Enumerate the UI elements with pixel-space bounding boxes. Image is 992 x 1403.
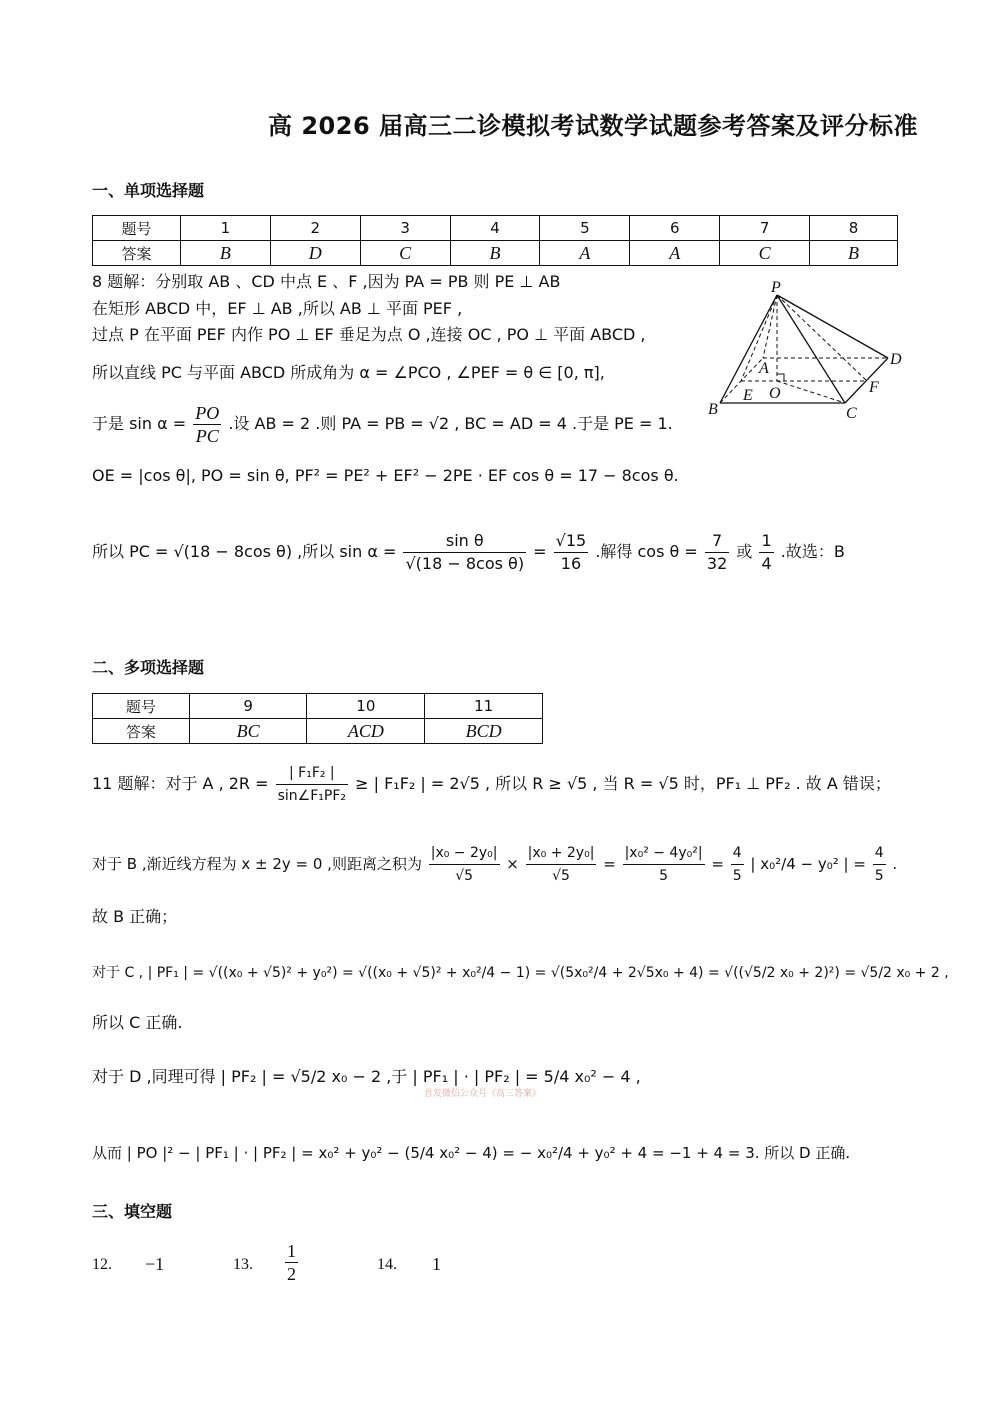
edge-pa-hidden [763, 295, 777, 358]
table-header-label: 题号 [93, 216, 181, 241]
q8-line-5-suffix: .设 AB = 2 .则 PA = PB = √2 , BC = AD = 4 .于是 PE = 1. [228, 414, 673, 433]
q11-b-end: . [892, 855, 898, 873]
fraction-numerator: |x₀ + 2y₀| [526, 842, 597, 865]
table-cell-number: 8 [810, 216, 898, 241]
table-header-label: 答案 [93, 241, 181, 266]
table-header-label: 题号 [93, 694, 190, 719]
q8-line-7-prefix: 所以 PC = √(18 − 8cos θ) ,所以 sin α = [92, 542, 397, 561]
po-over-pc-fraction [193, 402, 221, 447]
table-row-numbers [93, 216, 898, 241]
result-four-fifths-fraction [873, 842, 886, 887]
q11-a-suffix: ≥ | F₁F₂ | = 2√5 , 所以 R ≥ √5 , 当 R = √5 时，PF₁ ⊥ PF₂ . 故 A 错误； [355, 774, 891, 793]
table-cell-answer: A [630, 241, 720, 266]
fraction-numerator: | F₁F₂ | [276, 762, 348, 785]
vertex-label-c: C [846, 405, 857, 422]
q11-option-c: 对于 C , | PF₁ | = √((x₀ + √5)² + y₀²) = √((x₀ + √5)² + x₀²/4 − 1) = √(5x₀²/4 + 2√5x₀ + 4) = √((√5/2 x₀ + 2)²) = √5/2 x₀ + 2 , [92, 965, 949, 981]
fraction-numerator: 1 [759, 530, 773, 553]
two-r-fraction [276, 762, 348, 807]
fraction-denominator: PC [195, 426, 219, 446]
table-cell-answer: C [720, 241, 810, 266]
right-angle-mark [777, 374, 784, 381]
q8-line-4: 所以直线 PC 与平面 ABCD 所成角为 α = ∠PCO , ∠PEF = θ ∈ [0, π], [92, 363, 605, 382]
table-cell-answer: BC [189, 719, 307, 744]
q11-option-b [92, 842, 897, 887]
table-cell-answer: ACD [307, 719, 425, 744]
or-text: 或 [736, 542, 753, 561]
table-header-label: 答案 [93, 719, 190, 744]
vertex-label-p: P [771, 280, 781, 296]
fraction-numerator: sin θ [403, 530, 526, 553]
fraction-denominator: 5 [732, 868, 742, 884]
fraction-denominator: √5 [455, 868, 474, 884]
q11-a-prefix: 11 题解：对于 A , 2R = [92, 774, 269, 793]
table-cell-number: 1 [180, 216, 270, 241]
point-label-f: F [869, 379, 879, 396]
single-choice-answer-table [92, 215, 898, 266]
four-fifths-fraction [731, 842, 744, 887]
sqrt15-over-16-fraction [554, 530, 589, 575]
q8-line-5 [92, 402, 673, 447]
fraction-denominator: 16 [560, 554, 582, 573]
q12-answer: −1 [145, 1254, 165, 1274]
fraction-denominator: 2 [287, 1264, 296, 1284]
q11-option-a [92, 762, 891, 807]
q11-c-conclusion: 所以 C 正确. [92, 1013, 183, 1032]
pyramid-figure [700, 280, 910, 425]
distance-fraction-1 [429, 842, 500, 887]
table-cell-answer: B [810, 241, 898, 266]
table-cell-number: 5 [540, 216, 630, 241]
section-heading-multi-choice: 二、多项选择题 [92, 658, 205, 677]
equals-sign: = [603, 855, 616, 873]
multi-choice-answer-table [92, 693, 543, 744]
q8-line-7 [92, 530, 845, 575]
q11-d-conclusion: 从而 | PO |² − | PF₁ | · | PF₂ | = x₀² + y₀² − (5/4 x₀² − 4) = − x₀²/4 + y₀² + 4 = −1 + 4 = 3. 所以 D 正确. [92, 1144, 851, 1162]
table-row-numbers [93, 694, 543, 719]
times-sign: × [506, 855, 519, 873]
fraction-denominator: 5 [659, 868, 669, 884]
table-cell-number: 2 [270, 216, 360, 241]
fraction-numerator: 4 [873, 842, 886, 865]
table-row-answers [93, 719, 543, 744]
fraction-numerator: 1 [287, 1241, 296, 1261]
fraction-denominator: sin∠F₁PF₂ [277, 788, 347, 804]
table-cell-answer: BCD [425, 719, 543, 744]
table-cell-number: 11 [425, 694, 543, 719]
table-cell-answer: C [360, 241, 450, 266]
one-over-four-fraction [759, 530, 773, 575]
fraction-numerator: |x₀ − 2y₀| [429, 842, 500, 865]
seven-over-32-fraction [705, 530, 729, 575]
table-cell-answer: B [180, 241, 270, 266]
distance-fraction-2 [526, 842, 597, 887]
product-fraction [623, 842, 705, 887]
equals-sign: = [533, 542, 547, 561]
segment-oc-hidden [777, 381, 845, 403]
q14-label: 14. [377, 1256, 397, 1273]
table-row-answers [93, 241, 898, 266]
q8-line-7-end: .故选：B [780, 542, 845, 561]
q8-line-6: OE = |cos θ|, PO = sin θ, PF² = PE² + EF² − 2PE · EF cos θ = 17 − 8cos θ. [92, 466, 679, 485]
q8-line-2: 在矩形 ABCD 中，EF ⊥ AB ,所以 AB ⊥ 平面 PEF , [92, 299, 463, 318]
point-label-e: E [743, 387, 753, 404]
table-cell-number: 6 [630, 216, 720, 241]
q11-b-conclusion: 故 B 正确； [92, 907, 178, 926]
absolute-value-expression: | x₀²/4 − y₀² | [750, 855, 849, 873]
q14-answer: 1 [432, 1254, 441, 1274]
q8-line-3: 过点 P 在平面 PEF 内作 PO ⊥ EF 垂足为点 O ,连接 OC , PO ⊥ 平面 ABCD , [92, 325, 646, 344]
fraction-denominator: 32 [706, 554, 728, 573]
table-cell-answer: A [540, 241, 630, 266]
fraction-numerator: PO [195, 403, 220, 423]
vertex-label-b: B [708, 401, 718, 418]
edge-pc [777, 295, 845, 403]
point-label-o: O [769, 385, 781, 402]
one-half-fraction [285, 1240, 298, 1285]
equals-sign: = [711, 855, 724, 873]
q8-line-5-prefix: 于是 sin α = [92, 414, 187, 433]
table-cell-number: 4 [450, 216, 540, 241]
table-cell-number: 3 [360, 216, 450, 241]
q11-b-prefix: 对于 B ,渐近线方程为 x ± 2y = 0 ,则距离之积为 [92, 855, 422, 873]
q8-line-7-mid: .解得 cos θ = [595, 542, 698, 561]
fraction-numerator: 7 [705, 530, 729, 553]
vertex-label-d: D [890, 351, 902, 368]
table-cell-answer: D [270, 241, 360, 266]
table-cell-number: 10 [307, 694, 425, 719]
table-cell-number: 7 [720, 216, 810, 241]
q8-line-1: 8 题解：分别取 AB 、CD 中点 E 、F ,因为 PA = PB 则 PE ⊥ AB [92, 272, 561, 291]
table-cell-number: 9 [189, 694, 307, 719]
sin-alpha-fraction [403, 530, 526, 575]
table-cell-answer: B [450, 241, 540, 266]
q13-answer [283, 1240, 300, 1285]
fraction-numerator: |x₀² − 4y₀²| [623, 842, 705, 865]
fraction-denominator: 5 [874, 868, 884, 884]
fraction-numerator: 4 [731, 842, 744, 865]
q11-option-d: 对于 D ,同理可得 | PF₂ | = √5/2 x₀ − 2 ,于 | PF₁ | · | PF₂ | = 5/4 x₀² − 4 , [92, 1067, 641, 1086]
q12-label: 12. [92, 1256, 112, 1273]
page-title: 高 2026 届高三二诊模拟考试数学试题参考答案及评分标准 [268, 112, 919, 140]
fraction-denominator: √5 [552, 868, 570, 884]
q13-label: 13. [233, 1256, 253, 1273]
edge-cd [845, 358, 888, 403]
section-heading-single-choice: 一、单项选择题 [92, 181, 205, 200]
equals-sign: = [853, 855, 866, 873]
section-heading-fill-in: 三、填空题 [92, 1202, 173, 1221]
vertex-label-a: A [759, 360, 769, 377]
fraction-denominator: 4 [761, 554, 772, 573]
fraction-numerator: √15 [554, 530, 589, 553]
fraction-denominator: √(18 − 8cos θ) [405, 554, 525, 573]
watermark-text: 首发微信公众号《高三答案》 [424, 1089, 542, 1099]
